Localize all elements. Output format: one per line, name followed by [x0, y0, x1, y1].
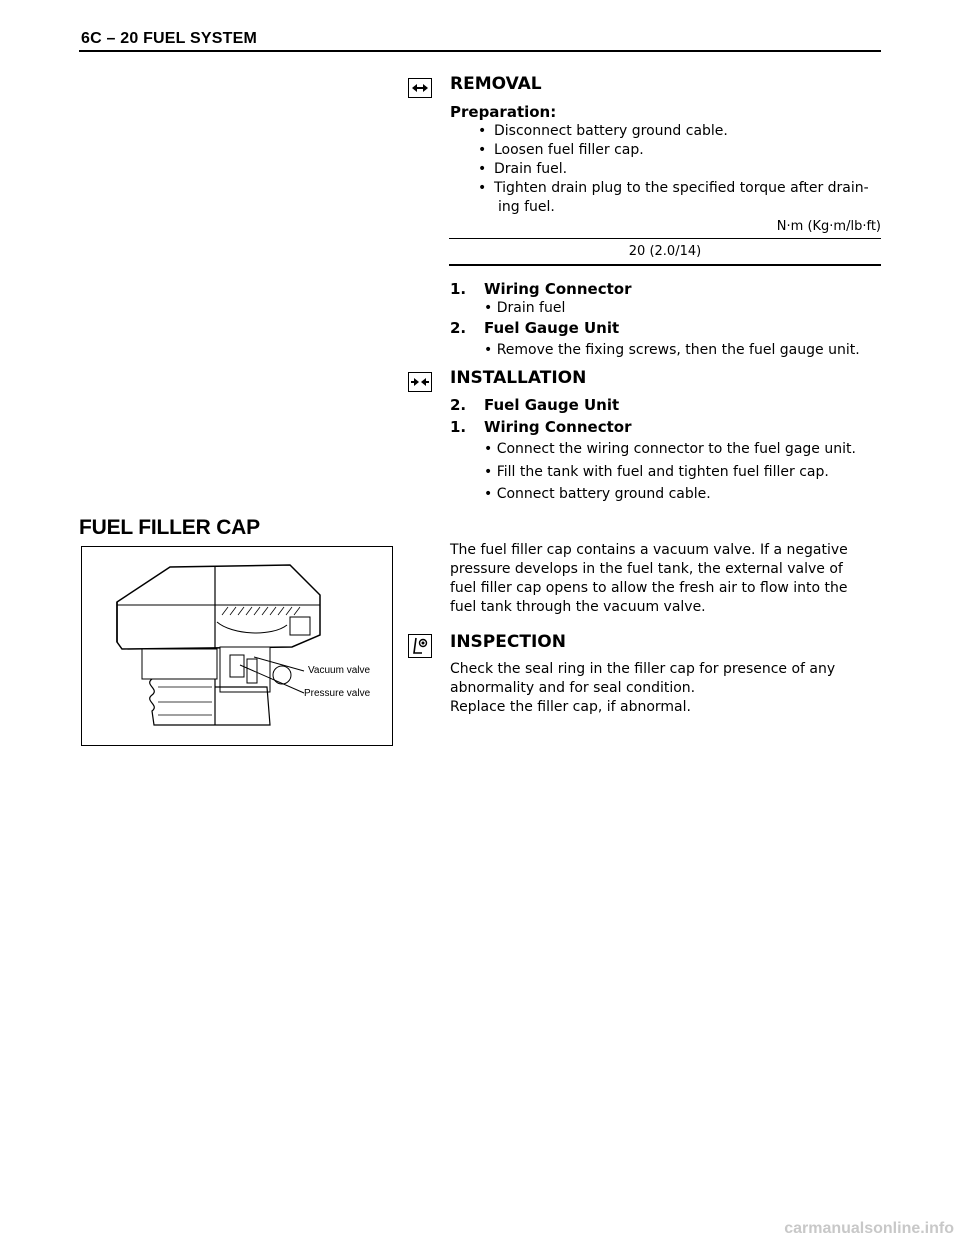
step-label: Fuel Gauge Unit [484, 319, 620, 337]
inspection-magnifier-icon [408, 634, 432, 658]
list-item: • Tighten drain plug to the specified torque after drain- [474, 179, 884, 198]
section-title-fuel-filler-cap: FUEL FILLER CAP [79, 516, 260, 539]
installation-note: • Connect the wiring connector to the fuel gage unit. [484, 441, 856, 457]
inspection-text [450, 660, 880, 717]
description-line: pressure develops in the fuel tank, the external valve of [450, 561, 843, 577]
step-number: 1. [450, 280, 467, 298]
step-number: 2. [450, 319, 467, 337]
torque-table-top-rule [449, 238, 881, 239]
removal-step-2-note: • Remove the fixing screws, then the fuel gauge unit. [484, 342, 860, 358]
list-item: • Loosen fuel filler cap. [474, 141, 884, 160]
step-number: 2. [450, 396, 467, 414]
list-item: • Drain fuel. [474, 160, 884, 179]
bullet-continuation: ing fuel. [498, 199, 555, 215]
footer-watermark: carmanualsonline.info [784, 1220, 954, 1237]
installation-step-2 [450, 396, 619, 414]
filler-cap-illustration [81, 546, 393, 746]
inspection-line: abnormality and for seal condition. [450, 680, 696, 696]
inspection-line: Check the seal ring in the filler cap for presence of any [450, 661, 836, 677]
installation-note: • Connect battery ground cable. [484, 486, 711, 502]
removal-step-1-note: • Drain fuel [484, 300, 566, 316]
removal-step-2 [450, 319, 619, 337]
header-divider [79, 50, 881, 52]
list-item: • Disconnect battery ground cable. [474, 122, 884, 141]
installation-title: INSTALLATION [450, 368, 587, 388]
torque-table-bottom-rule [449, 264, 881, 266]
disassemble-arrows-icon [408, 78, 432, 98]
step-label: Fuel Gauge Unit [484, 396, 620, 414]
description-line: The fuel filler cap contains a vacuum valve. If a negative [450, 542, 848, 558]
filler-cap-drawing [82, 547, 392, 745]
inspection-line: Replace the filler cap, if abnormal. [450, 699, 691, 715]
inspection-title: INSPECTION [450, 632, 566, 652]
step-number: 1. [450, 418, 467, 436]
description-line: fuel tank through the vacuum valve. [450, 599, 706, 615]
step-label: Wiring Connector [484, 280, 632, 298]
description-line: fuel filler cap opens to allow the fresh air to flow into the [450, 580, 848, 596]
preparation-list [474, 122, 884, 198]
page-header-title: 6C – 20 FUEL SYSTEM [81, 30, 258, 47]
step-label: Wiring Connector [484, 418, 632, 436]
removal-step-1 [450, 280, 631, 298]
filler-cap-description [450, 541, 880, 617]
installation-note: • Fill the tank with fuel and tighten fuel filler cap. [484, 464, 829, 480]
pressure-valve-label: Pressure valve [304, 688, 371, 699]
vacuum-valve-label: Vacuum valve [308, 665, 371, 676]
removal-title: REMOVAL [450, 74, 542, 94]
preparation-label: Preparation: [450, 103, 557, 121]
torque-value: 20 (2.0/14) [628, 244, 702, 259]
torque-unit: N·m (Kg·m/lb·ft) [776, 219, 881, 234]
installation-step-1 [450, 418, 631, 436]
assemble-arrows-icon [408, 372, 432, 392]
